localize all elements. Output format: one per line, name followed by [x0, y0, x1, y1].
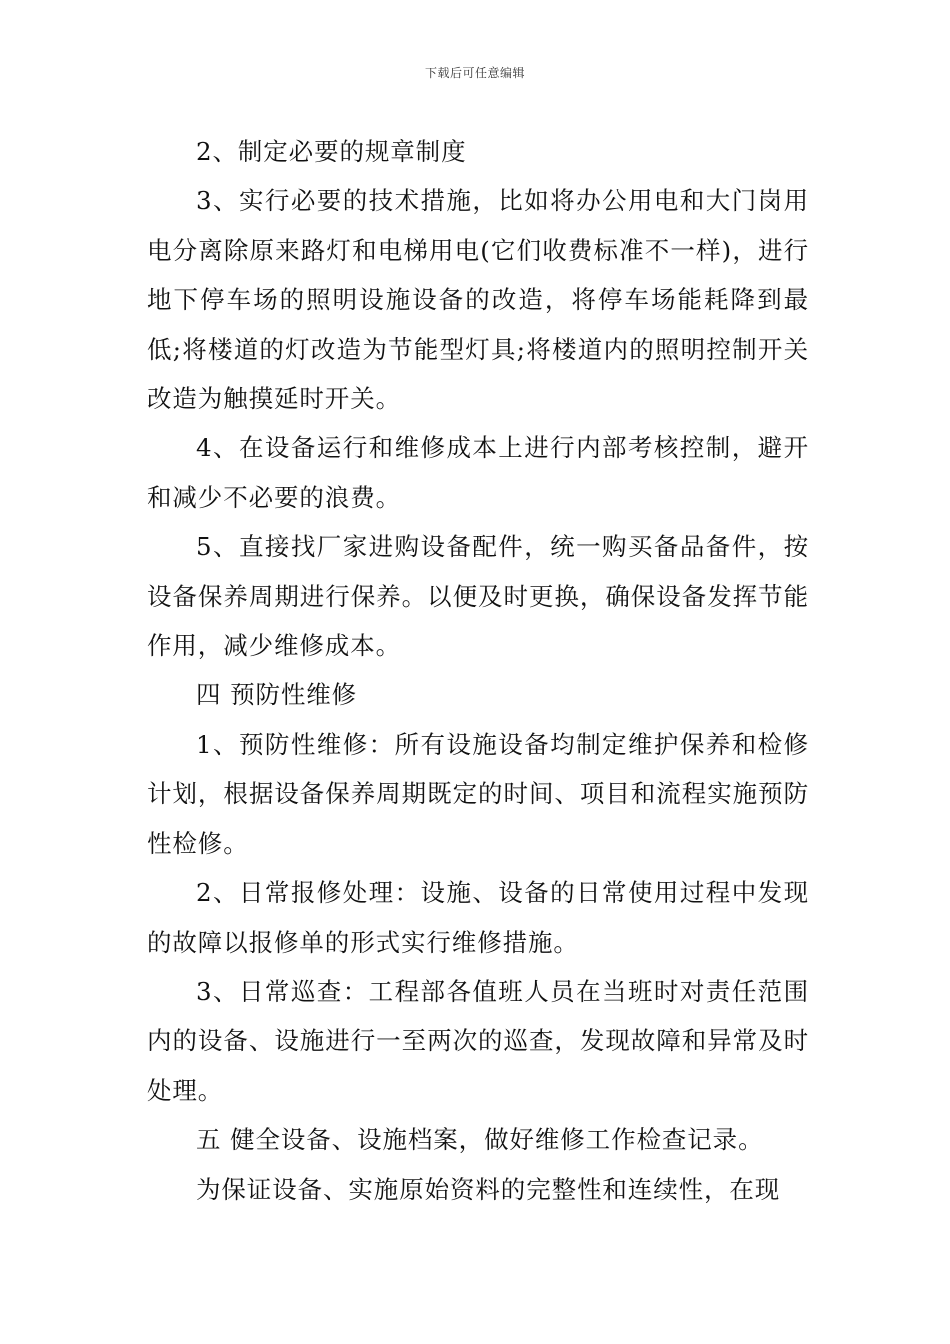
paragraph-parts-purchase: 5、直接找厂家进购设备配件，统一购买备品备件，按设备保养周期进行保养。以便及时更换，确保设备发挥节能作用，减少维修成本。: [147, 532, 809, 661]
paragraph-preventive-maintenance: 1、预防性维修：所有设施设备均制定维护保养和检修计划，根据设备保养周期既定的时间、项目和流程实施预防性检修。: [147, 729, 809, 858]
section-heading-preventive-maintenance: 四 预防性维修: [196, 680, 358, 710]
paragraph-daily-inspection: 3、日常巡查：工程部各值班人员在当班时对责任范围内的设备、设施进行一至两次的巡查，发现故障和异常及时处理。: [147, 976, 809, 1105]
section-heading-equipment-records: 五 健全设备、设施档案，做好维修工作检查记录。: [196, 1125, 764, 1155]
paragraph-repair-handling: 2、日常报修处理：设施、设备的日常使用过程中发现的故障以报修单的形式实行维修措施。: [147, 878, 809, 957]
paragraph-records-continuation: 为保证设备、实施原始资料的完整性和连续性，在现: [196, 1174, 781, 1204]
paragraph-cost-control: 4、在设备运行和维修成本上进行内部考核控制，避开和减少不必要的浪费。: [147, 433, 809, 512]
paragraph-rules: 2、制定必要的规章制度: [196, 137, 467, 166]
document-body: [147, 127, 809, 1214]
page-header: 下载后可任意编辑: [424, 66, 525, 80]
paragraph-technical-measures: 3、实行必要的技术措施，比如将办公用电和大门岗用电分离除原来路灯和电梯用电(它们收费标准不一样)，进行地下停车场的照明设施设备的改造，将停车场能耗降到最低;将楼道的灯改造为节能型灯具;将楼道内的照明控制开关改造为触摸延时开关。: [147, 186, 809, 414]
